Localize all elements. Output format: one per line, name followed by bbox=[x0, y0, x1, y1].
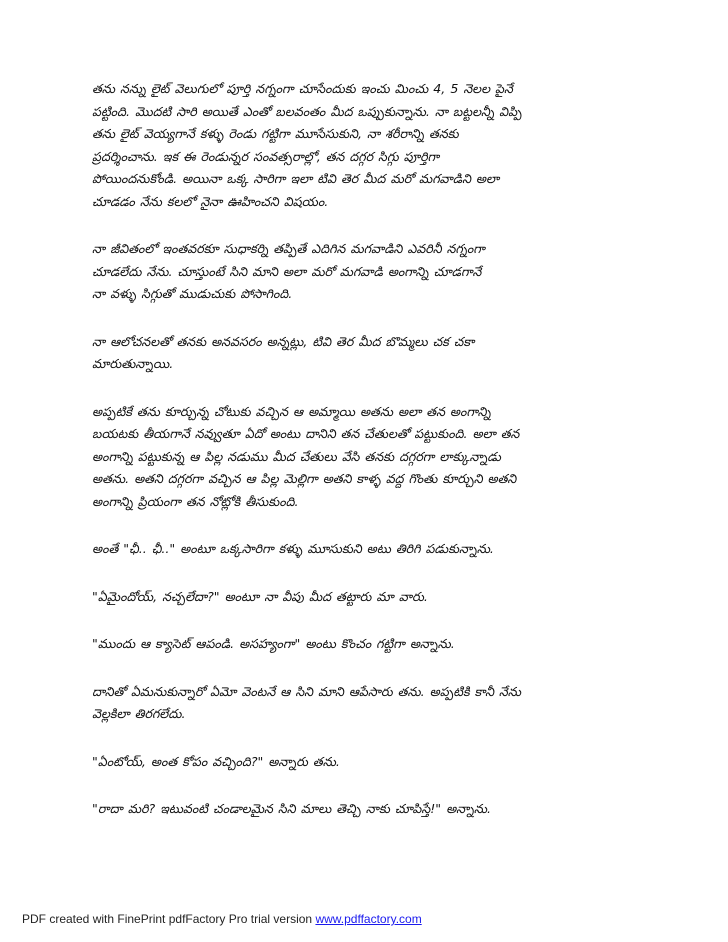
text-line: "ముందు ఆ క్యాసెట్ ఆపండి. అసహ్యంగా" అంటు కొంచం గట్టిగా అన్నాను. bbox=[92, 636, 455, 651]
text-line: "ఏమైందోయ్, నచ్చలేదా?" అంటూ నా వీపు మీద తట్టారు మా వారు. bbox=[92, 588, 428, 604]
paragraph bbox=[92, 798, 682, 821]
text-line: చూడడం నేను కలలో నైనా ఊహించని విషయం. bbox=[92, 193, 329, 209]
text-line: పోయిందనుకోండి. అయినా ఒక్క సారిగా ఇలా టివి తెర మీద మరో మగవాడిని అలా bbox=[92, 171, 500, 186]
paragraph bbox=[92, 751, 682, 774]
document-body bbox=[92, 78, 682, 846]
text-line: నా వళ్ళు సిగ్గుతో ముడుచుకు పోసాగింది. bbox=[92, 286, 293, 301]
footer-link[interactable]: www.pdffactory.com bbox=[315, 912, 422, 926]
pdf-footer bbox=[22, 912, 422, 926]
text-line: అంతే "ఛీ.. ఛీ.." అంటూ ఒక్కసారిగా కళ్ళు మూసుకుని అటు తిరిగి పడుకున్నాను. bbox=[92, 541, 494, 556]
text-line: అంగాన్ని పట్టుకున్న ఆ పిల్ల నడుము మీద చేతులు వేసి తనకు దగ్గరగా లాక్కున్నాడు bbox=[92, 448, 501, 464]
text-line: ప్రదర్శించాను. ఇక ఈ రెండున్నర సంవత్సరాల్లో, తన దగ్గర సిగ్గు పూర్తిగా bbox=[92, 148, 440, 164]
paragraph bbox=[92, 331, 682, 376]
text-line: మారుతున్నాయి. bbox=[92, 356, 174, 371]
paragraph bbox=[92, 238, 682, 306]
text-line: నా ఆలోచనలతో తనకు అనవసరం అన్నట్లు, టివి తెర మీద బొమ్మలు చక చకా bbox=[92, 333, 475, 349]
footer-text: PDF created with FinePrint pdfFactory Pro trial version bbox=[22, 912, 316, 926]
text-line: "రాదా మరి? ఇటువంటి చండాలమైన సిని మాలు తెచ్చి నాకు చూపిస్తే!" అన్నాను. bbox=[92, 801, 492, 816]
paragraph bbox=[92, 78, 682, 213]
text-line: అంగాన్ని ప్రియంగా తన నోట్లోకి తీసుకుంది. bbox=[92, 493, 299, 509]
text-line: చూడలేదు నేను. చూస్తుంటే సిని మాని అలా మరో మగవాడి అంగాన్ని చూడగానే bbox=[92, 263, 482, 279]
paragraph bbox=[92, 538, 682, 561]
text-line: అప్పటికే తను కూర్చున్న చోటుకు వచ్చిన ఆ అమ్మాయి అతను అలా తన అంగాన్ని bbox=[92, 403, 491, 419]
text-line: "ఏంటోయ్, అంత కోపం వచ్చింది?" అన్నారు తను. bbox=[92, 753, 340, 769]
text-line: తను నన్ను లైట్ వెలుగులో పూర్తి నగ్నంగా చూసేందుకు ఇంచు మించు 4, 5 నెలల పైనే bbox=[92, 81, 513, 96]
text-line: పట్టింది. మొదటి సారి అయితే ఎంతో బలవంతం మీద ఒప్పుకున్నాను. నా బట్టలన్నీ విప్పి bbox=[92, 103, 522, 119]
text-line: తను లైట్ వెయ్యగానే కళ్ళు రెండు గట్టిగా మూసేసుకుని, నా శరీరాన్ని తనకు bbox=[92, 126, 459, 141]
paragraph bbox=[92, 681, 682, 726]
text-line: బయటకు తీయగానే నవ్వుతూ ఏదో అంటు దానిని తన చేతులతో పట్టుకుంది. అలా తన bbox=[92, 426, 520, 441]
text-line: దానితో ఏమనుకున్నారో ఏమో వెంటనే ఆ సిని మాని ఆపేసారు తను. అప్పటికి కానీ నేను bbox=[92, 683, 521, 699]
text-line: వెల్లకిలా తిరగలేదు. bbox=[92, 706, 186, 721]
paragraph bbox=[92, 586, 682, 609]
text-line: నా జీవితంలో ఇంతవరకూ సుధాకర్ని తప్పితే ఎదిగిన మగవాడిని ఎవరినీ నగ్నంగా bbox=[92, 241, 485, 256]
text-line: అతను. అతని దగ్గరగా వచ్చిన ఆ పిల్ల మెల్లిగా అతని కాళ్ళ వద్ద గొంతు కూర్చుని అతని bbox=[92, 471, 517, 486]
paragraph bbox=[92, 633, 682, 656]
paragraph bbox=[92, 401, 682, 514]
